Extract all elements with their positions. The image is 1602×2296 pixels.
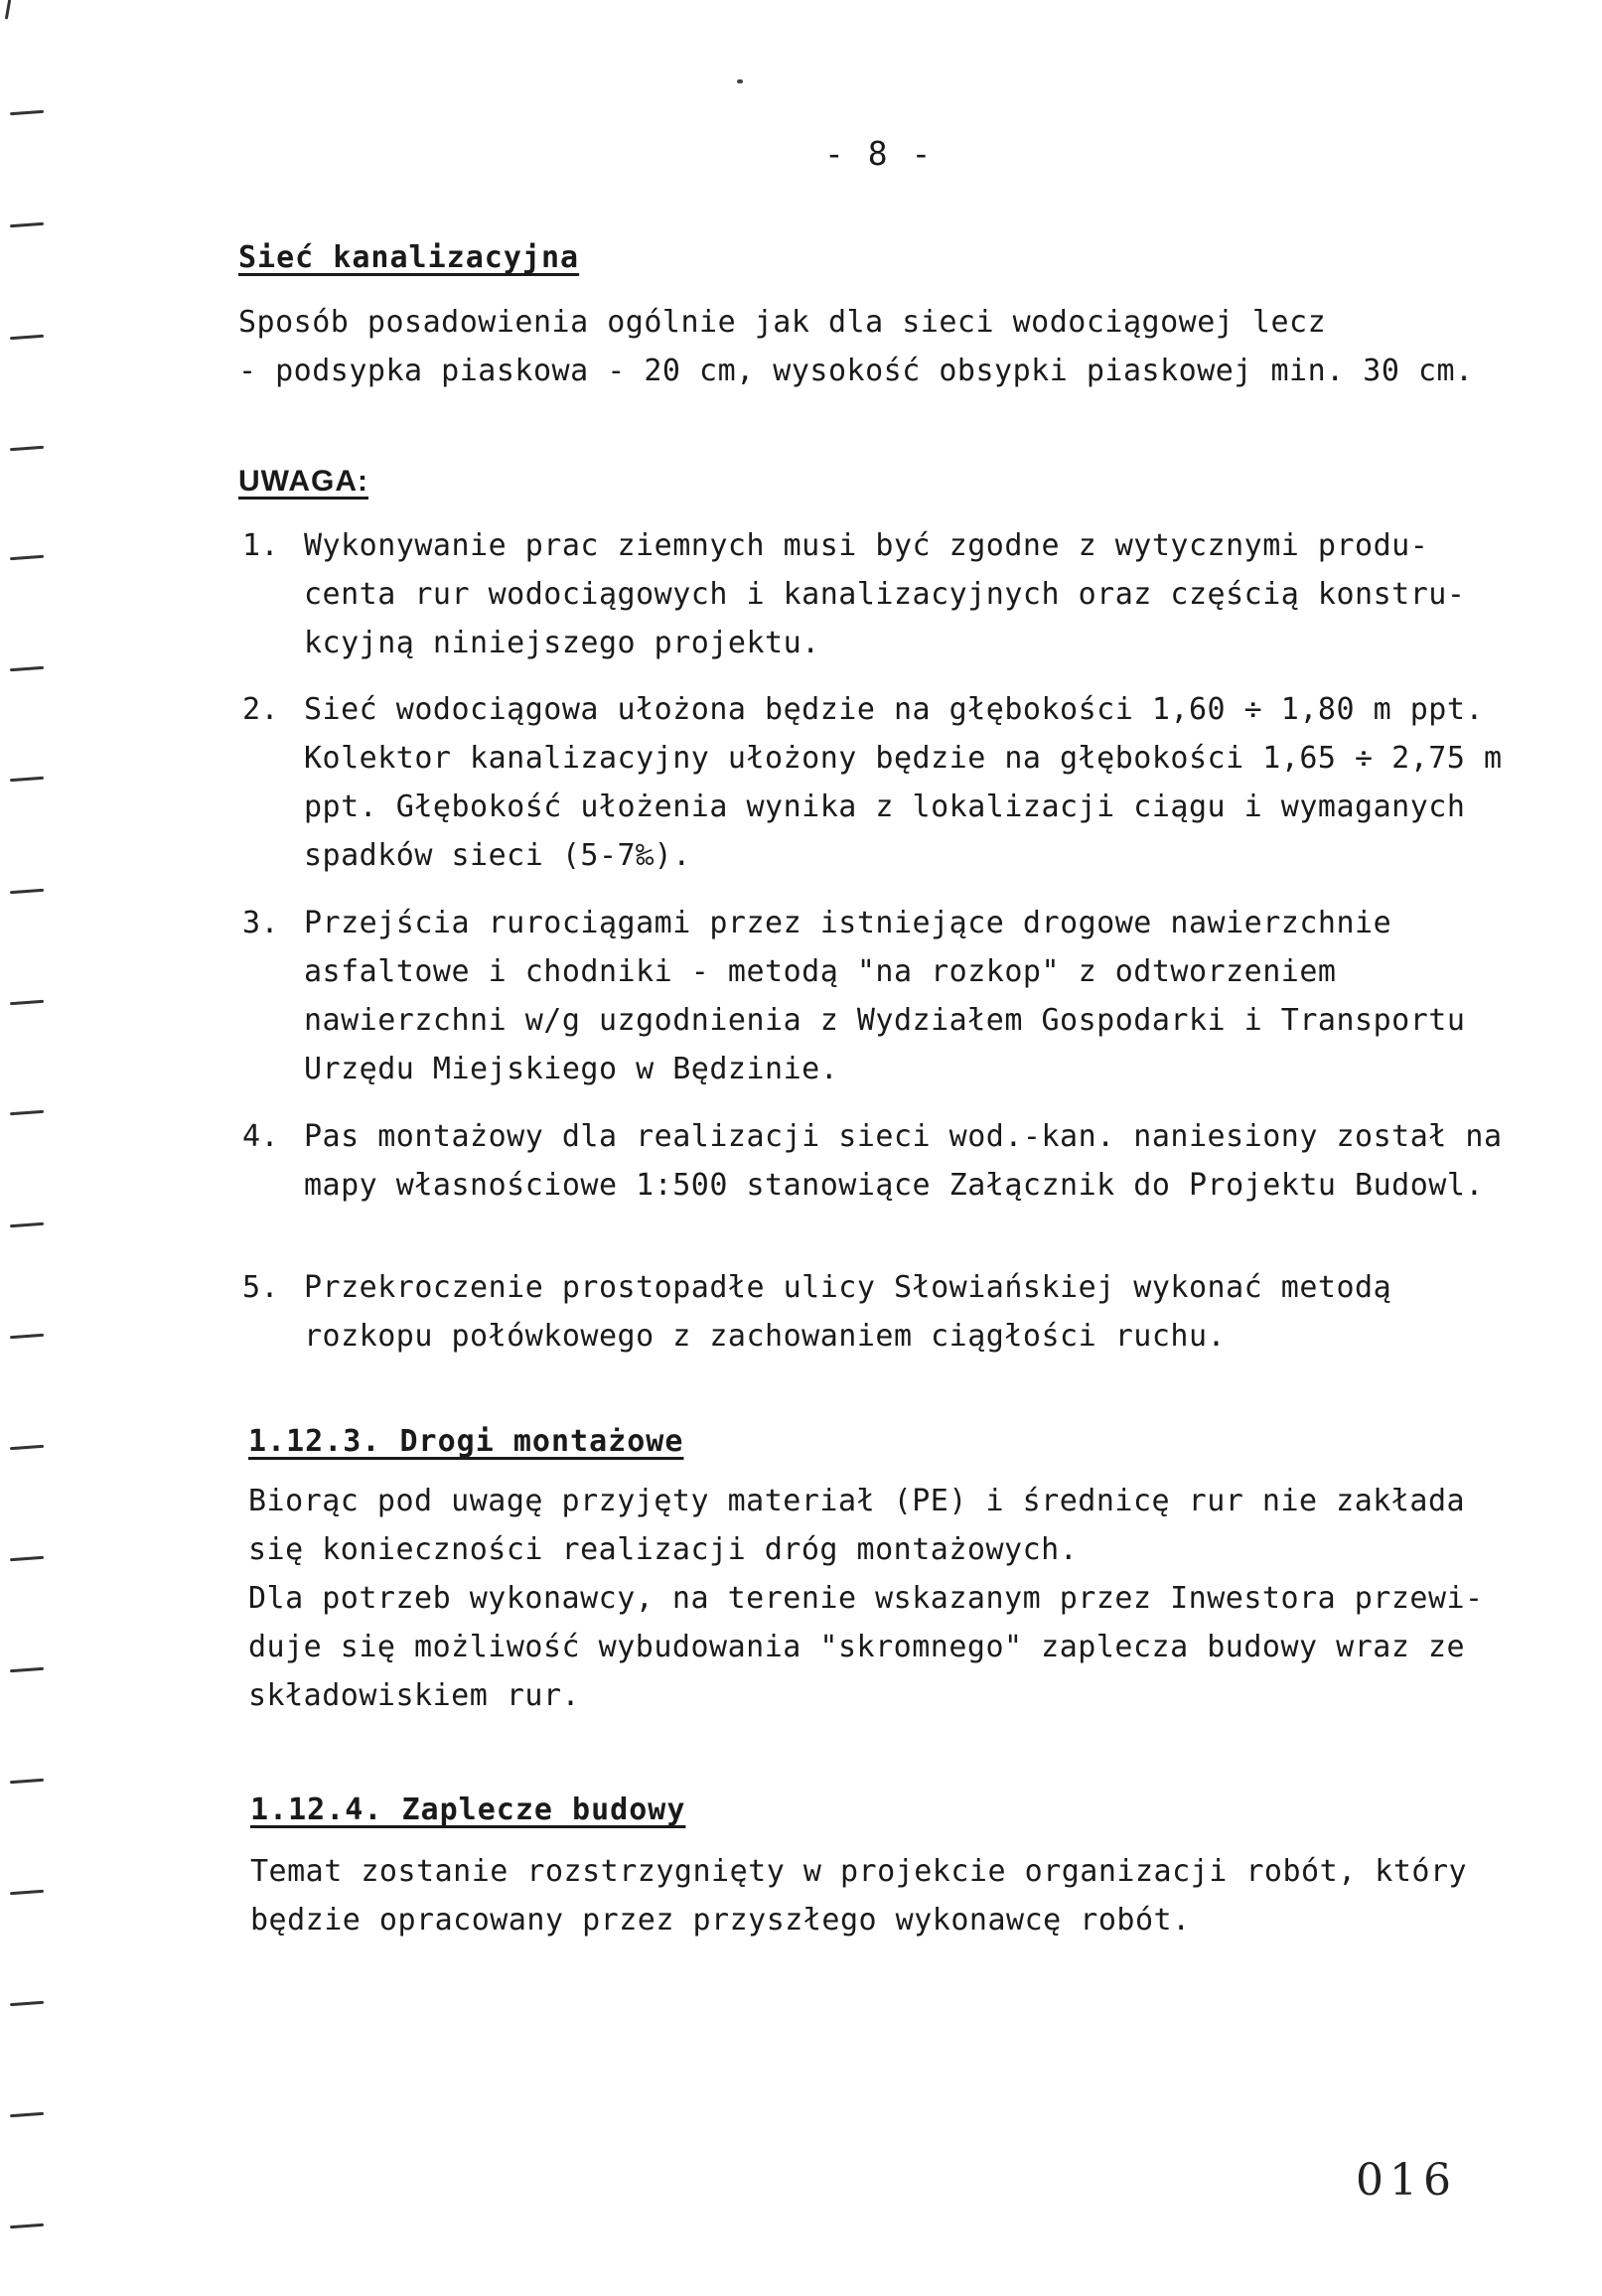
section-heading-zaplecze: 1.12.4. Zaplecze budowy [250,1793,686,1827]
list-item-number: 5. [242,1270,280,1305]
text-line: Temat zostanie rozstrzygnięty w projekcie organizacji robót, który [250,1854,1468,1889]
list-item-number: 1. [242,528,280,563]
binding-mark [10,666,44,671]
binding-mark [10,110,44,115]
text-line: Przejścia rurociągami przez istniejące drogowe nawierzchnie [304,906,1392,940]
text-line: ppt. Głębokość ułożenia wynika z lokalizacji ciągu i wymaganych [304,789,1466,824]
text-line: Sposób posadowienia ogólnie jak dla sieci wodociągowej lecz [238,305,1327,340]
section-heading-drogi: 1.12.3. Drogi montażowe [248,1424,684,1459]
list-item-number: 3. [242,906,280,940]
binding-mark [10,2112,44,2117]
binding-mark [10,1556,44,1561]
binding-mark [10,1890,44,1895]
binding-mark [10,1667,44,1672]
binding-mark [10,1779,44,1784]
page-stamp-number: 016 [1356,2155,1457,2206]
text-line: nawierzchni w/g uzgodnienia z Wydziałem Gospodarki i Transportu [304,1003,1466,1038]
binding-mark [10,777,44,782]
text-line: będzie opracowany przez przyszłego wykonawcę robót. [250,1903,1191,1937]
text-line: składowiskiem rur. [248,1678,581,1713]
section-heading-siec: Sieć kanalizacyjna [238,240,580,275]
binding-mark [10,1222,44,1227]
binding-mark [10,446,44,451]
binding-mark [5,0,11,20]
binding-mark [10,1334,44,1339]
text-line: duje się możliwość wybudowania "skromnego" zaplecza budowy wraz ze [248,1630,1466,1664]
binding-mark [10,1000,44,1005]
text-line: kcyjną niniejszego projektu. [304,626,820,660]
text-line: - podsypka piaskowa - 20 cm, wysokość obsypki piaskowej min. 30 cm. [238,354,1474,388]
text-line: spadków sieci (5-7‰). [304,838,691,873]
binding-mark [10,2001,44,2006]
section-text-zaplecze [250,1847,1467,1944]
text-line: centa rur wodociągowych i kanalizacyjnych oraz częścią konstru- [304,577,1466,612]
binding-mark [10,222,44,227]
binding-mark [10,555,44,560]
binding-mark [10,1445,44,1450]
binding-mark [10,1110,44,1115]
binding-mark [10,335,44,340]
text-line: Dla potrzeb wykonawcy, na terenie wskazanym przez Inwestora przewi- [248,1581,1484,1616]
text-line: Urzędu Miejskiego w Będzinie. [304,1052,839,1086]
text-line: Wykonywanie prac ziemnych musi być zgodne z wytycznymi produ- [304,528,1429,563]
page-number: - 8 - [824,134,934,173]
section-text-siec [238,298,1474,395]
list-item-number: 2. [242,692,280,727]
list-item-number: 4. [242,1119,280,1154]
text-line: Kolektor kanalizacyjny ułożony będzie na głębokości 1,65 ÷ 2,75 m [304,741,1503,776]
section-text-drogi [248,1477,1484,1720]
text-line: Przekroczenie prostopadłe ulicy Słowiańskiej wykonać metodą [304,1270,1392,1305]
text-line: mapy własnościowe 1:500 stanowiące Załącznik do Projektu Budowl. [304,1168,1484,1203]
text-line: Biorąc pod uwagę przyjęty materiał (PE) i średnicę rur nie zakłada [248,1484,1466,1518]
text-line: Sieć wodociągowa ułożona będzie na głębokości 1,60 ÷ 1,80 m ppt. [304,692,1484,727]
binding-mark [10,2224,44,2228]
uwaga-heading: UWAGA: [238,465,368,498]
binding-mark [10,889,44,894]
text-line: rozkopu połówkowego z zachowaniem ciągłości ruchu. [304,1319,1227,1354]
text-line: się konieczności realizacji dróg montażowych. [248,1532,1079,1567]
text-line: asfaltowe i chodniki - metodą "na rozkop" z odtworzeniem [304,954,1337,989]
text-line: Pas montażowy dla realizacji sieci wod.-kan. naniesiony został na [304,1119,1503,1154]
ink-speck [737,79,743,83]
